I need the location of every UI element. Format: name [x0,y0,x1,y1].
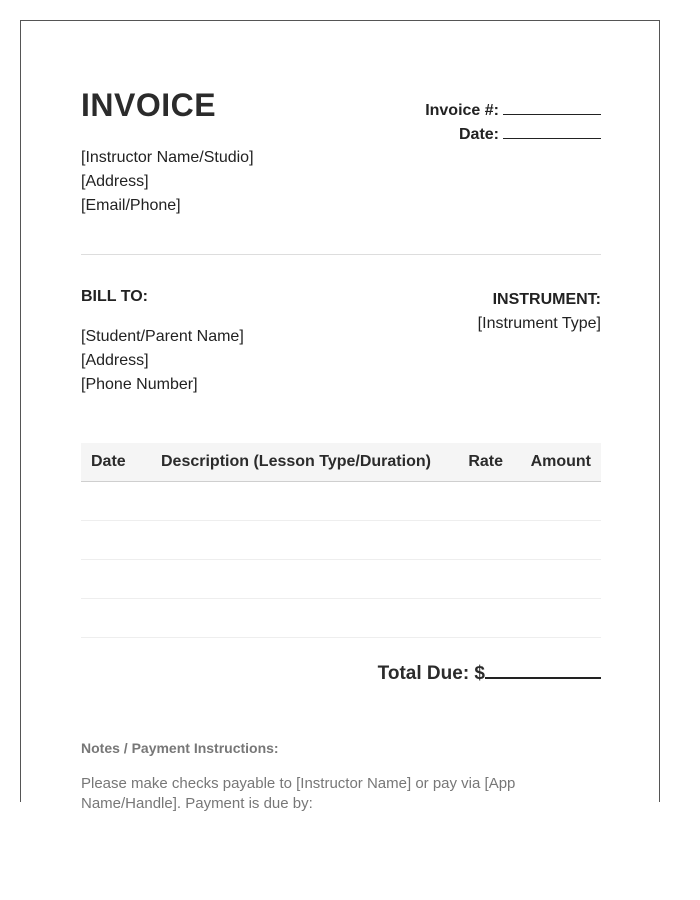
table-header-row [81,443,601,482]
table-cell [513,599,601,638]
sender-address: [Address] [81,173,149,190]
bill-to-name: [Student/Parent Name] [81,328,244,345]
table-row [81,482,601,521]
table-cell [81,521,151,560]
table-cell [81,482,151,521]
table-cell [443,521,513,560]
sender-name: [Instructor Name/Studio] [81,149,254,166]
total-due [378,659,601,685]
table-cell [443,599,513,638]
table-cell [151,560,443,599]
bill-to-address: [Address] [81,352,149,369]
invoice-number-blank [503,100,601,115]
column-header-description: Description (Lesson Type/Duration) [151,443,443,482]
bill-to-label: BILL TO: [81,288,148,305]
total-due-blank [485,659,601,679]
table-cell [81,599,151,638]
invoice-meta [425,99,601,147]
line-items-table [81,443,601,638]
column-header-date: Date [81,443,151,482]
invoice-date-row [425,123,601,147]
table-cell [513,560,601,599]
bill-to-phone: [Phone Number] [81,376,198,393]
invoice-date-blank [503,124,601,139]
table-cell [443,482,513,521]
table-row [81,521,601,560]
table-cell [513,521,601,560]
sender-contact: [Email/Phone] [81,197,181,214]
table-cell [151,482,443,521]
instrument-value: [Instrument Type] [477,315,601,332]
invoice-date-label: Date: [458,126,499,143]
table-cell [151,599,443,638]
table-row [81,560,601,599]
table-cell [443,560,513,599]
instrument-block [478,288,601,336]
table-cell [513,482,601,521]
table-row [81,599,601,638]
invoice-page [20,20,660,812]
header-divider [81,254,601,255]
sender-info [81,146,254,218]
table-cell [151,521,443,560]
invoice-number-row [425,99,601,123]
notes-label: Notes / Payment Instructions: [81,740,279,756]
instrument-label: INSTRUMENT: [492,291,601,308]
table-cell [81,560,151,599]
column-header-amount: Amount [513,443,601,482]
bill-to-info [81,325,244,397]
total-due-label: Total Due: $ [377,663,485,684]
column-header-rate: Rate [443,443,513,482]
invoice-title: INVOICE [81,87,217,123]
invoice-number-label: Invoice #: [425,102,499,119]
notes-text: Please make checks payable to [Instructor Name] or pay via [App Name/Handle]. Payment is due by: [81,775,516,812]
